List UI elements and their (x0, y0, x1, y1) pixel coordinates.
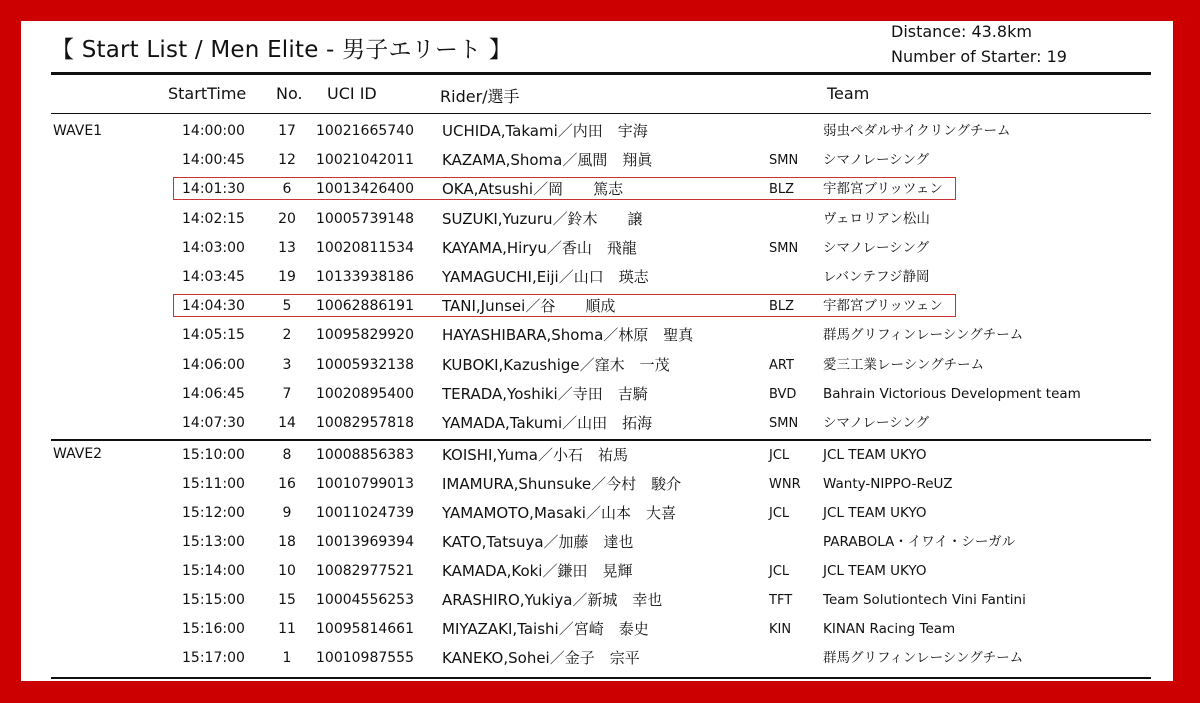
table-row (21, 234, 1173, 263)
rider-number: 16 (278, 476, 296, 492)
header-no: No. (276, 84, 303, 103)
rider-name: OKA,Atsushi／岡 篤志 (442, 180, 624, 199)
rider-number: 13 (278, 239, 296, 256)
rider-number: 7 (282, 385, 292, 402)
table-row (21, 470, 1173, 499)
start-time: 14:05:15 (182, 327, 245, 344)
header-rider: Rider/選手 (440, 87, 520, 106)
top-rule (51, 72, 1151, 75)
wave-label-1: WAVE1 (53, 123, 103, 139)
uci-id: 10095829920 (316, 327, 414, 344)
header-team: Team (827, 84, 870, 103)
start-time: 15:11:00 (182, 476, 245, 492)
uci-id: 10021665740 (316, 123, 414, 139)
team-code: JCL (769, 564, 790, 579)
table-row (21, 117, 1173, 146)
rider-number: 5 (282, 298, 292, 315)
uci-id: 10010987555 (316, 650, 414, 666)
header-start-time: StartTime (168, 84, 247, 103)
table-row (21, 175, 1173, 204)
table-row (21, 146, 1173, 175)
rider-name: KAYAMA,Hiryu／香山 飛龍 (442, 238, 637, 257)
uci-id: 10020895400 (316, 385, 414, 402)
start-time: 15:15:00 (182, 592, 245, 608)
team-name: Bahrain Victorious Development team (823, 385, 1081, 402)
header-rule (51, 113, 1151, 114)
team-name: JCL TEAM UKYO (823, 447, 927, 463)
rider-name: MIYAZAKI,Taishi／宮崎 泰史 (442, 620, 649, 638)
table-row (21, 263, 1173, 292)
rider-number: 2 (282, 327, 292, 344)
team-code: ART (769, 357, 794, 373)
uci-id: 10062886191 (316, 298, 414, 315)
table-row (21, 292, 1173, 321)
team-name: 宇都宮ブリッツェン (823, 181, 943, 198)
start-time: 14:04:30 (182, 298, 245, 315)
team-code: TFT (769, 593, 793, 608)
start-time: 15:17:00 (182, 650, 245, 666)
table-row (21, 586, 1173, 615)
uci-id: 10010799013 (316, 476, 414, 492)
team-name: 宇都宮ブリッツェン (823, 298, 943, 315)
rider-name: YAMAMOTO,Masaki／山本 大喜 (442, 504, 676, 522)
rider-name: TERADA,Yoshiki／寺田 吉騎 (442, 384, 648, 403)
team-name: ヴェロリアン松山 (823, 210, 930, 227)
uci-id: 10082977521 (316, 563, 414, 579)
rider-number: 6 (282, 181, 292, 198)
rider-name: KANEKO,Sohei／金子 宗平 (442, 649, 640, 667)
team-name: Wanty-NIPPO-ReUZ (823, 476, 953, 492)
start-time: 15:14:00 (182, 563, 245, 579)
uci-id: 10005932138 (316, 356, 414, 373)
rider-number: 17 (278, 123, 296, 139)
rider-number: 8 (282, 447, 292, 463)
start-time: 14:06:00 (182, 356, 245, 373)
uci-id: 10082957818 (316, 415, 414, 431)
start-time: 14:00:00 (182, 123, 245, 139)
rider-name: KATO,Tatsuya／加藤 達也 (442, 533, 634, 551)
uci-id: 10005739148 (316, 210, 414, 227)
table-row (21, 321, 1173, 350)
rider-number: 10 (278, 563, 296, 579)
team-name: シマノレーシング (823, 239, 930, 256)
uci-id: 10004556253 (316, 592, 414, 608)
uci-id: 10020811534 (316, 239, 414, 256)
rider-number: 15 (278, 592, 296, 608)
bottom-rule (51, 677, 1151, 679)
rider-number: 3 (282, 356, 292, 373)
race-meta (891, 21, 1067, 69)
uci-id: 10011024739 (316, 505, 414, 521)
team-code: BVD (769, 386, 797, 402)
table-row (21, 644, 1173, 673)
rider-number: 9 (282, 505, 292, 521)
start-time: 14:00:45 (182, 152, 245, 169)
rider-number: 19 (278, 269, 296, 285)
rider-name: YAMADA,Takumi／山田 拓海 (442, 414, 653, 432)
rider-number: 12 (278, 152, 296, 169)
uci-id: 10095814661 (316, 621, 414, 637)
uci-id: 10013969394 (316, 534, 414, 550)
team-code: SMN (769, 240, 799, 256)
table-row (21, 499, 1173, 528)
team-name: 愛三工業レーシングチーム (823, 356, 985, 373)
start-list-sheet (21, 21, 1173, 681)
rider-number: 1 (282, 650, 292, 666)
header-uci-id: UCI ID (327, 84, 377, 103)
table-row (21, 409, 1173, 438)
rider-name: YAMAGUCHI,Eiji／山口 瑛志 (442, 268, 649, 286)
rider-number: 20 (278, 210, 296, 227)
rider-name: KOISHI,Yuma／小石 祐馬 (442, 446, 628, 464)
start-time: 14:03:00 (182, 239, 245, 256)
team-code: JCL (769, 448, 790, 463)
distance-label: Distance: 43.8km (891, 22, 1032, 41)
document-title: 【 Start List / Men Elite - 男子エリート 】 (51, 37, 512, 63)
rider-name: SUZUKI,Yuzuru／鈴木 譲 (442, 209, 643, 228)
wave-label-2: WAVE2 (53, 446, 103, 462)
rider-name: ARASHIRO,Yukiya／新城 幸也 (442, 591, 663, 609)
rider-name: KAZAMA,Shoma／風間 翔眞 (442, 151, 653, 170)
start-time: 14:07:30 (182, 415, 245, 431)
start-time: 14:06:45 (182, 385, 245, 402)
start-time: 14:01:30 (182, 181, 245, 198)
team-name: シマノレーシング (823, 415, 930, 431)
team-name: 群馬グリフィンレーシングチーム (823, 650, 1024, 666)
rider-name: KUBOKI,Kazushige／窪木 一茂 (442, 355, 670, 374)
team-code: BLZ (769, 299, 795, 315)
table-row (21, 441, 1173, 470)
rider-number: 14 (278, 415, 296, 431)
uci-id: 10021042011 (316, 152, 414, 169)
start-time: 15:16:00 (182, 621, 245, 637)
team-name: JCL TEAM UKYO (823, 563, 927, 579)
table-row (21, 205, 1173, 234)
start-time: 14:03:45 (182, 269, 245, 285)
rider-number: 11 (278, 621, 296, 637)
table-row (21, 557, 1173, 586)
team-name: Team Solutiontech Vini Fantini (823, 592, 1026, 608)
rider-name: UCHIDA,Takami／内田 宇海 (442, 122, 648, 140)
team-code: SMN (769, 153, 799, 169)
table-row (21, 615, 1173, 644)
rider-name: IMAMURA,Shunsuke／今村 駿介 (442, 475, 682, 493)
uci-id: 10008856383 (316, 447, 414, 463)
starters-label: Number of Starter: 19 (891, 47, 1067, 66)
start-time: 15:13:00 (182, 534, 245, 550)
rider-name: KAMADA,Koki／鎌田 晃輝 (442, 562, 633, 580)
start-time: 15:10:00 (182, 447, 245, 463)
team-name: レバンテフジ静岡 (823, 269, 930, 285)
start-time: 14:02:15 (182, 210, 245, 227)
team-name: JCL TEAM UKYO (823, 505, 927, 521)
team-name: 弱虫ペダルサイクリングチーム (823, 123, 1011, 139)
start-time: 15:12:00 (182, 505, 245, 521)
uci-id: 10133938186 (316, 269, 414, 285)
team-code: JCL (769, 506, 790, 521)
rider-number: 18 (278, 534, 296, 550)
team-name: KINAN Racing Team (823, 621, 956, 637)
team-name: 群馬グリフィンレーシングチーム (823, 327, 1024, 344)
uci-id: 10013426400 (316, 181, 414, 198)
team-code: WNR (769, 477, 801, 492)
team-code: SMN (769, 416, 799, 431)
table-row (21, 380, 1173, 409)
team-name: シマノレーシング (823, 152, 930, 169)
team-code: KIN (769, 622, 792, 637)
table-row (21, 528, 1173, 557)
table-row (21, 351, 1173, 380)
team-name: PARABOLA・イワイ・シーガル (823, 534, 1016, 550)
rider-name: TANI,Junsei／谷 順成 (442, 297, 616, 316)
team-code: BLZ (769, 182, 795, 198)
rider-name: HAYASHIBARA,Shoma／林原 聖真 (442, 326, 694, 345)
